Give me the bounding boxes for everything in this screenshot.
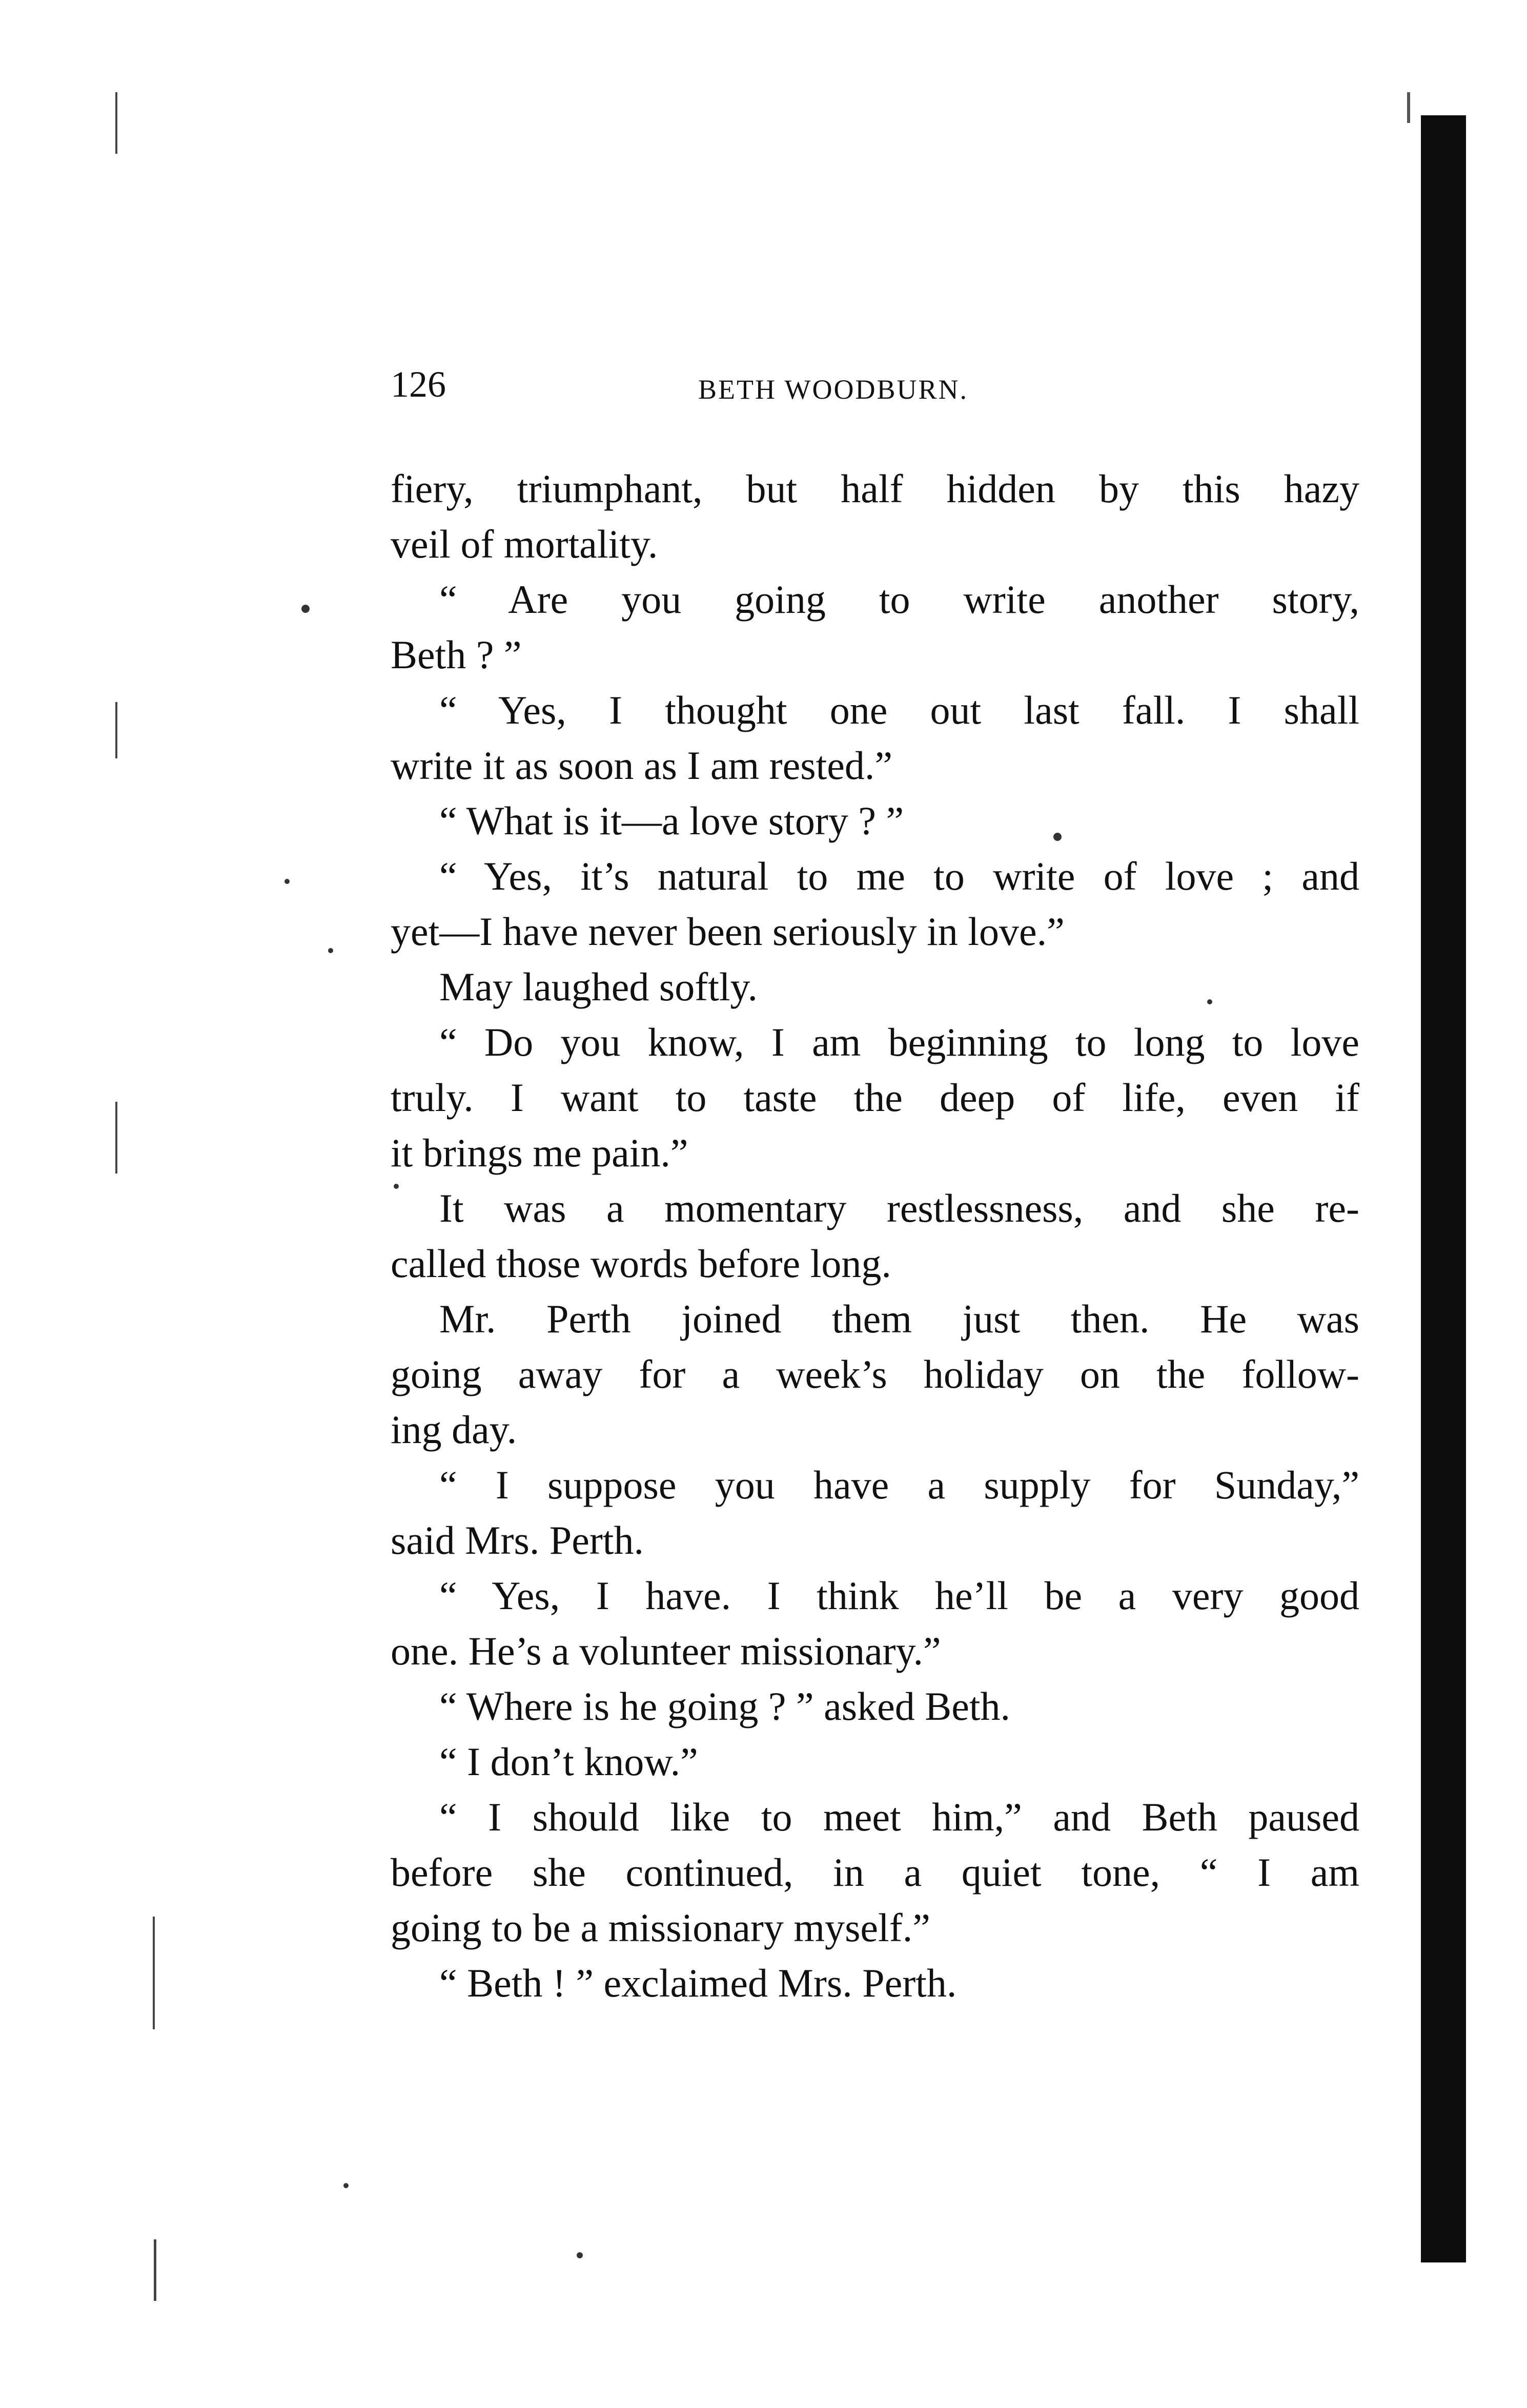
text-line: write it as soon as I am rested.” [391,743,893,788]
text-line: “ Yes, I have. I think he’ll be a very good [439,1573,1359,1618]
text-line: Mr. Perth joined them just then. He was [439,1296,1359,1341]
margin-mark [115,92,117,154]
text-line: fiery, triumphant, but half hidden by this hazy [391,466,1359,511]
text-line: said Mrs. Perth. [391,1518,644,1562]
text-line: “ Do you know, I am beginning to long to love [439,1020,1359,1064]
running-head: BETH WOODBURN. [698,374,968,405]
text-line: called those words before long. [391,1241,891,1286]
text-line: going away for a week’s holiday on the follow- [391,1352,1359,1396]
text-line: “ I suppose you have a supply for Sunday,” [439,1463,1359,1507]
text-line: “ Are you going to write another story, [439,577,1359,622]
scan-speck [284,879,290,884]
page-number: 126 [391,364,446,405]
text-line: “ Beth ! ” exclaimed Mrs. Perth. [439,1961,957,2005]
text-line: it brings me pain.” [391,1130,688,1175]
text-line: one. He’s a volunteer missionary.” [391,1629,941,1673]
text-line: truly. I want to taste the deep of life, even if [391,1075,1359,1120]
margin-mark [153,1917,155,2029]
text-line: Beth ? ” [391,632,522,677]
text-line: “ Yes, it’s natural to me to write of love ; and [439,854,1359,898]
text-line: It was a momentary restlessness, and she re- [439,1186,1359,1230]
margin-mark [115,702,117,758]
text-line: ing day. [391,1407,517,1452]
text-line: “ Yes, I thought one out last fall. I shall [439,688,1359,732]
scan-speck [301,605,310,613]
page-header [391,359,1375,410]
scan-speck [577,2252,583,2258]
text-line: before she continued, in a quiet tone, “ I am [391,1850,1359,1895]
text-line: veil of mortality. [391,522,658,566]
text-line: going to be a missionary myself.” [391,1905,930,1950]
scan-speck [343,2183,349,2188]
margin-mark [154,2239,156,2301]
text-line: yet—I have never been seriously in love.” [391,909,1065,954]
margin-mark [115,1102,117,1174]
text-line: May laughed softly. [439,964,758,1009]
text-line: “ I don’t know.” [439,1739,698,1784]
text-line: “ I should like to meet him,” and Beth paused [439,1795,1359,1839]
scan-speck [328,948,333,953]
page-edge-shadow [1421,115,1466,2262]
body-text [391,461,1359,2011]
text-line: “ What is it—a love story ? ” [439,798,904,843]
page-edge-mark [1407,92,1410,123]
text-line: “ Where is he going ? ” asked Beth. [439,1684,1011,1728]
